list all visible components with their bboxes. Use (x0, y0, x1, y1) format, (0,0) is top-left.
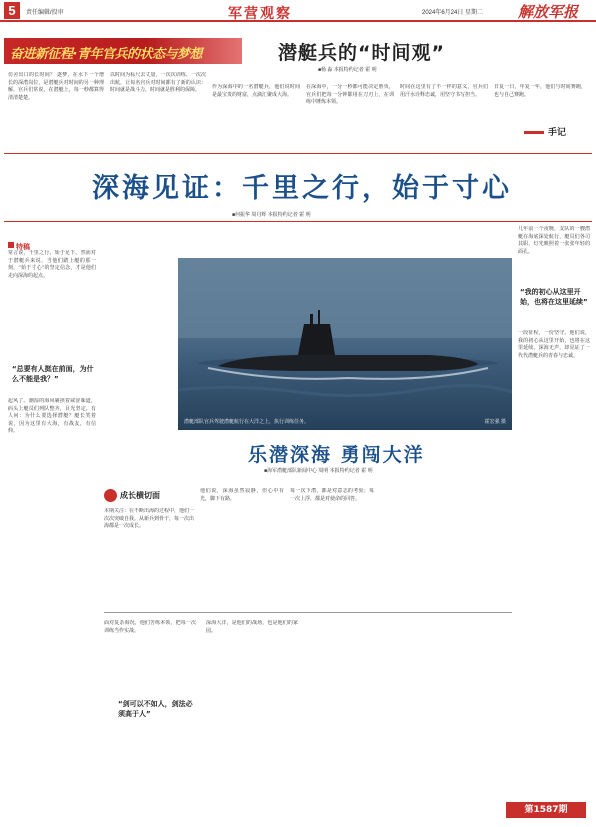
story2-byline: ■海军潜艇部队新闻中心 周明 本报特约记者 霍 明 (264, 468, 373, 474)
story2-headline: 乐潜深海 勇闯大洋 (248, 444, 425, 466)
growth-tag-text: 成长横切面 (120, 491, 160, 500)
story1-column-1: 作为深海中的一名潜艇兵，他们说时间是最宝贵的财富，点滴汇聚成大海。 (212, 84, 300, 98)
story1-headline: 潜艇兵的“时间观” (278, 42, 445, 64)
submarine-photo-art (178, 258, 512, 430)
notes-tag-text: 手记 (548, 128, 567, 138)
column-banner (4, 38, 242, 64)
divider-story2 (104, 612, 512, 613)
story1-column-2: 在深海中，一分一秒都可能决定胜负，官兵们把每一分钟都用在刀刃上，在训练中锤炼本领。 (306, 84, 394, 106)
right-subheading: “我的初心从这里开始，也将在这里延续” (520, 288, 588, 306)
issue-date: 2024年6月24日 星期二 (422, 10, 484, 16)
story2-column-3: 每一次下潜，都是对意志的考验；每一次上浮，都是对使命的回答。 (290, 488, 374, 502)
main-headline: 深海见证：千里之行，始于寸心 (92, 173, 512, 204)
main-column-1: 起风了。潮湿的海风裹挟着咸涩味道，码头上艇员们列队整齐，目光坚定。有人问：为什么要选择潜艇？艇长笑着说，因为这里有大海，有战友，有信仰。 (8, 398, 96, 435)
issue-number-badge: 第1587期 (506, 802, 586, 818)
story2-column-1: 本期关注：在不断出海的过程中，他们一次次突破自我。从新兵到骨干，每一次出海都是一次成长。 (104, 508, 194, 530)
main-byline: ■何振华 周丹辉 本报特约记者 霍 明 (232, 212, 311, 218)
submarine-photo (178, 258, 512, 430)
divider-main (4, 221, 592, 222)
feature-tag-text: 特稿 (16, 243, 30, 251)
story2-subheading: “剑可以不如人，剑法必须高于人” (118, 700, 193, 718)
page-number: 5 (4, 2, 20, 19)
section-title: 军营观察 (228, 6, 292, 22)
growth-tag-circle (104, 489, 117, 502)
main-subheading-1: “总要有人挺在前面，为什么不能是我？” (12, 365, 94, 383)
notes-tag (524, 124, 584, 140)
main-intro: 常言说，千里之行，始于足下。然而对于潜艇兵来说，当他们踏上艇的那一刻，“始于寸心”的坚定信念，才是他们走向深海的起点。 (8, 250, 96, 279)
right-column-body: 一段征程，一份坚守。他们说，我的初心从这里开始，也将在这里延续。深海无声，却见证了一代代潜艇兵的青春与忠诚。 (518, 330, 590, 359)
growth-tag (104, 488, 174, 504)
story1-column-3: 时间在这里有了不一样的意义，官兵们用汗水诠释忠诚，用坚守书写担当。 (400, 84, 488, 98)
photo-caption: 潜艇部队官兵驾驶潜艇航行在大洋之上，执行训练任务。 (184, 419, 310, 425)
story2-column-4: 面对复杂海况，他们苦练本领，把每一次训练当作实战。 (104, 620, 196, 634)
story2-column-5: 深海大洋，是他们的战场，也是他们的家园。 (206, 620, 298, 634)
page-header (0, 0, 596, 22)
story1-left-column-2: 以时间为标尺去丈量，一次次训练、一次次出航，让每名官兵对时间都有了新的认识：时间就是战斗力，时间就是胜利的保障。 (110, 72, 206, 94)
column-banner-text: 奋进新征程·青年官兵的状态与梦想 (10, 47, 202, 62)
right-intro-column: 几年前一个夜晚，支队的一艘潜艇在海底深处航行，艇员们各司其职，灯光映照着一张张年轻的面孔。 (518, 226, 590, 255)
feature-tag-square (8, 242, 14, 248)
notes-tag-stripe (524, 131, 544, 134)
newspaper-logo: 解放军报 (518, 3, 579, 21)
story1-column-4: 日复一日，年复一年，他们与时间赛跑，也与自己赛跑。 (494, 84, 586, 98)
story1-left-column-1: 仿舍出口的长时间？ 逐梦，在水下一个增长的深潜岗位，是潜艇兵对时间的另一种理解。官兵们常说，在潜艇上，每一秒都算得清清楚楚。 (8, 72, 104, 101)
story2-column-2: 他们说，深海虽然寂静，但心中有光，脚下有路。 (200, 488, 284, 502)
story1-byline: ■杨 淼 本报特约记者 霍 明 (318, 67, 377, 73)
divider-top (4, 153, 592, 154)
photo-credit: 霍宏强 摄 (484, 419, 506, 425)
section-editor-label: 责任编辑/投审 (26, 10, 64, 16)
